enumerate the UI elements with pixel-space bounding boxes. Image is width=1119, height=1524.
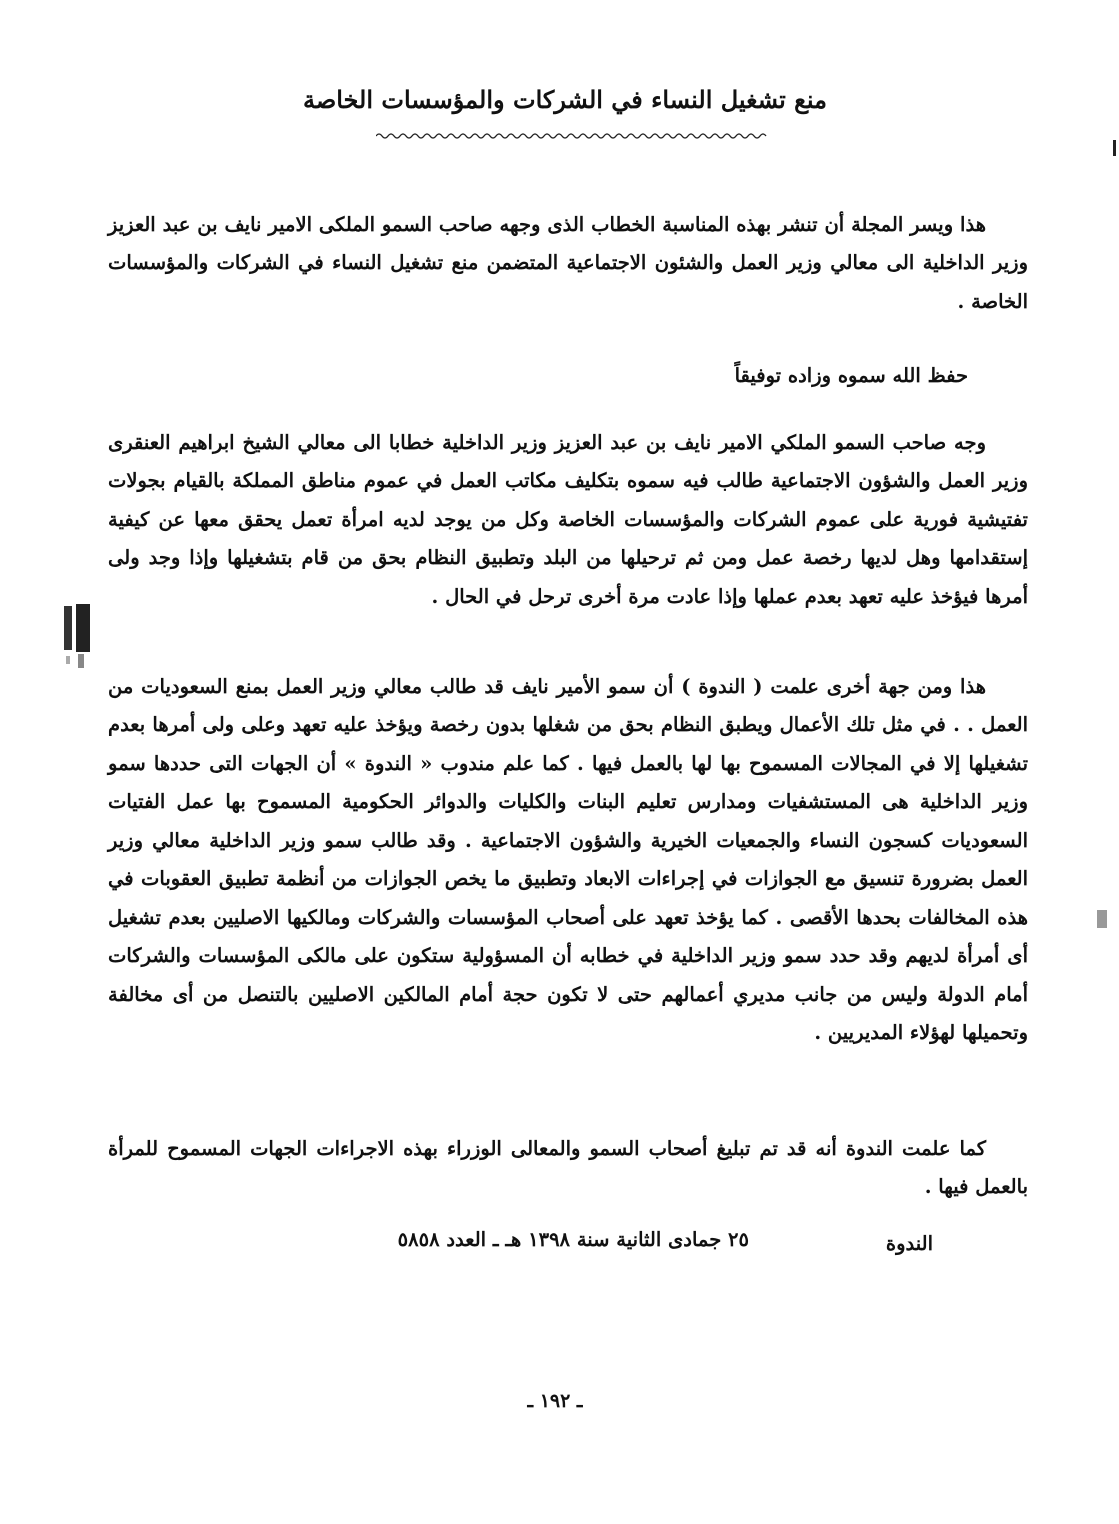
paragraph-details: هذا ومن جهة أخرى علمت ( الندوة ) أن سمو الأمير نايف قد طالب معالي وزير العمل بمنع السعوديات من العمل . . في مثل تلك الأعمال ويطبق النظام بحق من شغلها بدون رخصة ويؤخذ عليه تعهد وعلى ولى أمرها بعدم تشغيلها إلا في المجالات المسموح بها لها بالعمل فيها . كما علم مندوب « الندوة » أن الجهات التى حددها سمو وزير الداخلية هى المستشفيات ومدارس تعليم البنات والكليات والدوائر الحكومية المسموح بها عمل الفتيات السعوديات كسجون النساء والجمعيات الخيرية والشؤون الاجتماعية . وقد طالب سمو وزير الداخلية معالي وزير العمل بضرورة تنسيق مع الجوازات في إجراءات الابعاد وتطبيق ما يخص الجوازات من أنظمة تطبيق العقوبات في هذه المخالفات بحدها الأقصى . كما يؤخذ تعهد على أصحاب المؤسسات والشركات ومالكيها الاصليين بعدم تشغيل أى أمرأة لديهم وقد حدد سمو وزير الداخلية في خطابه أن المسؤولية ستكون على مالكى المؤسسات والشركات أمام الدولة وليس من جانب مديري أعمالهم حتى لا تكون حجة أمام المالكين الاصليين بالتنصل من أى مخالفة وتحميلها لهؤلاء المديريين . — [108, 674, 1028, 1044]
paragraph-intro: هذا ويسر المجلة أن تنشر بهذه المناسبة الخطاب الذى وجهه صاحب السمو الملكى الامير نايف بن عبد العزيز وزير الداخلية الى معالي وزير العمل والشئون الاجتماعية المتضمن منع تشغيل النساء في الشركات والمؤسسات الخاصة . — [108, 212, 1028, 313]
edge-scan-mark — [1112, 140, 1117, 156]
paragraph-directive: وجه صاحب السمو الملكي الامير نايف بن عبد العزيز وزير الداخلية خطابا الى معالي الشيخ ابراهيم العنقرى وزير العمل والشؤون الاجتماعية طالب فيه سموه بتكليف مكاتب العمل في عموم مناطق المملكة بالقيام بجولات تفتيشية فورية على عموم الشركات والمؤسسات الخاصة وكل من يوجد لديه امرأة تعمل يحقق معها عن كيفية إستقدامها وهل لديها رخصة عمل ومن ثم ترحيلها من البلد وتطبيق النظام بحق من قام بتشغيلها وإذا وجد ولى أمرها فيؤخذ عليه تعهد بعدم عملها وإذا عادت مرة أخرى ترحل في الحال . — [108, 430, 1028, 608]
source-name: الندوة — [885, 1232, 933, 1255]
date-and-issue: ٢٥ جمادى الثانية سنة ١٣٩٨ هـ ـ العدد ٥٨٥٨ — [397, 1228, 749, 1251]
margin-scan-mark — [1095, 908, 1109, 930]
decorative-wavy-rule — [376, 132, 768, 140]
page-number: ـ ١٩٢ ـ — [527, 1390, 583, 1412]
paragraph-notification: كما علمت الندوة أنه قد تم تبليغ أصحاب السمو والمعالى الوزراء بهذه الاجراءات الجهات المسموح للمرأة بالعمل فيها . — [108, 1136, 1028, 1198]
margin-ink-mark — [58, 604, 98, 674]
paragraph-blessing: حفظ الله سموه وزاده توفيقاً — [734, 363, 968, 387]
page-title: منع تشغيل النساء في الشركات والمؤسسات الخاصة — [302, 85, 828, 114]
